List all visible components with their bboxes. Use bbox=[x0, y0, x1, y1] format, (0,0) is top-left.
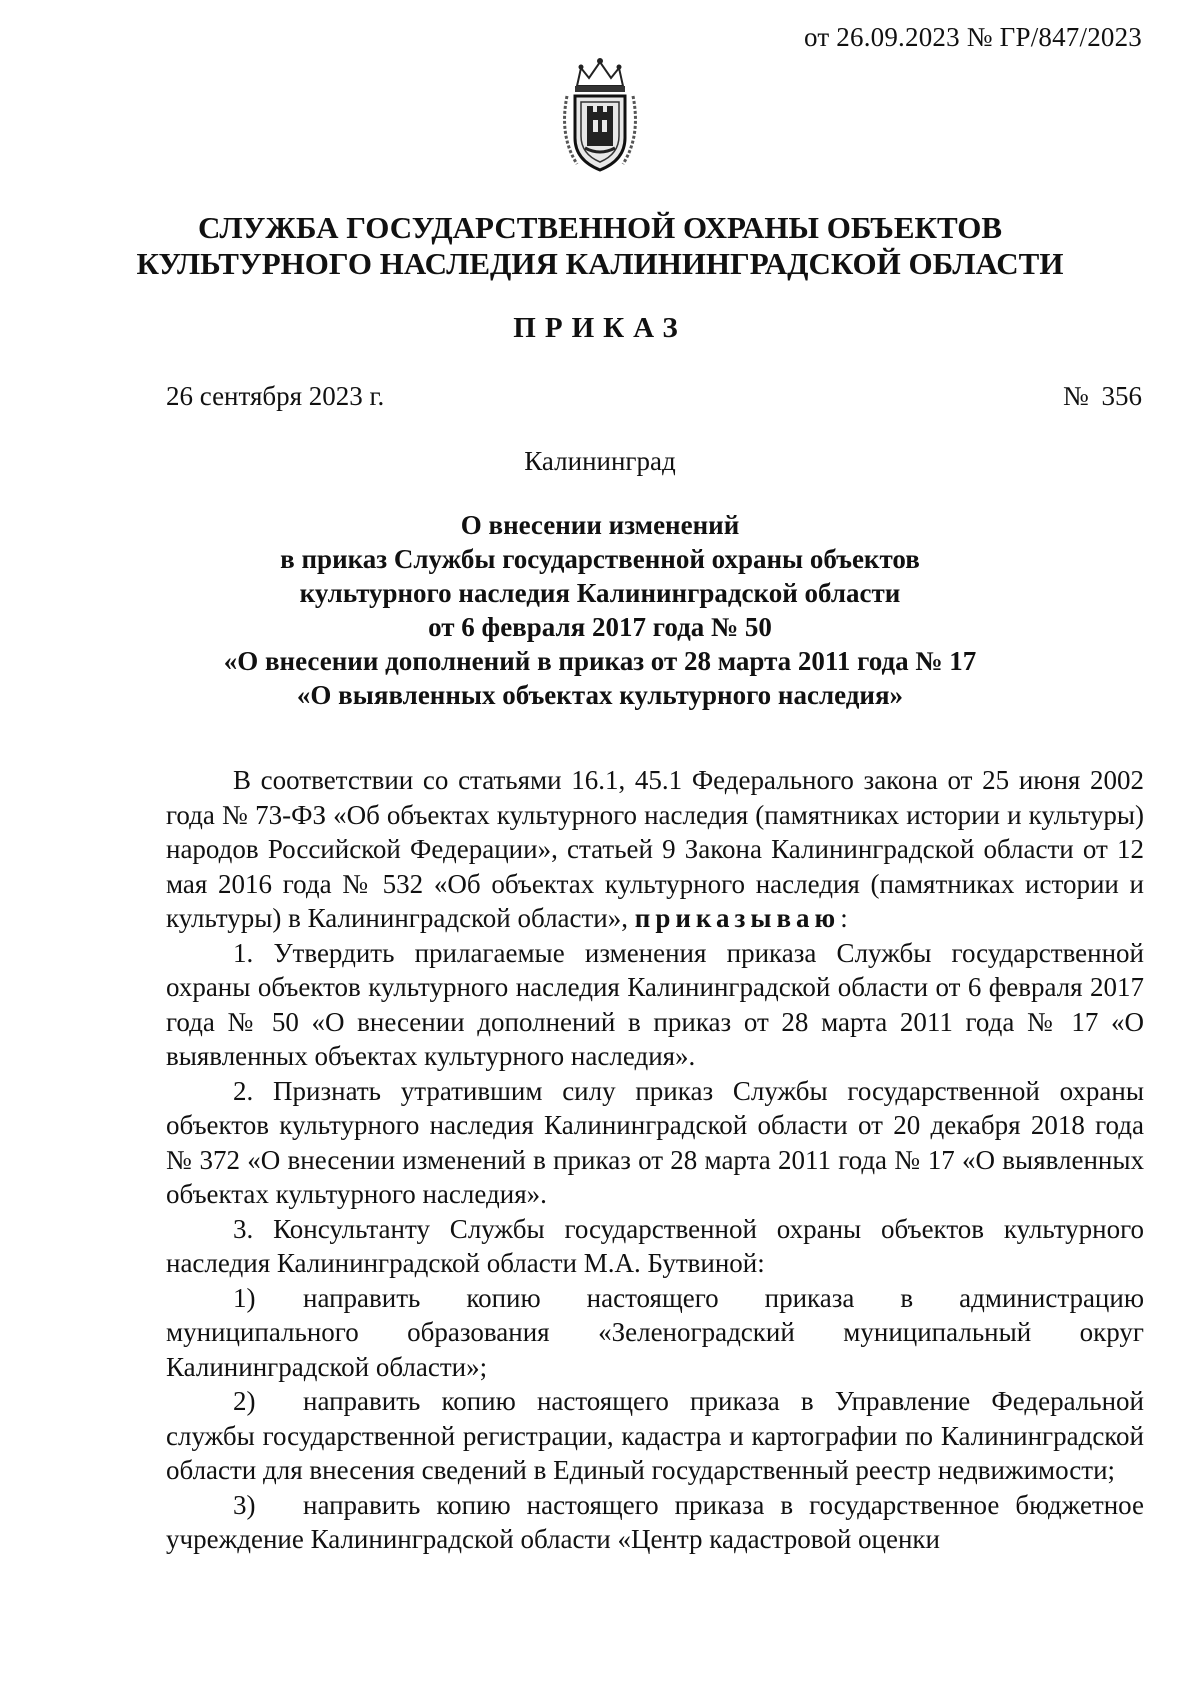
subject-line-4: от 6 февраля 2017 года № 50 bbox=[428, 612, 772, 642]
subject-line-3: культурного наследия Калининградской области bbox=[299, 578, 901, 608]
subitem-1 bbox=[166, 1281, 1144, 1385]
subitem-2 bbox=[166, 1384, 1144, 1488]
subitem-1-number: 1) bbox=[233, 1282, 256, 1313]
item-2: 2. Признать утратившим силу приказ Службы государственной охраны объектов культурного наследия Калининградской области от 20 декабря 2018 года № 372 «О внесении изменений в приказ от 28 марта 2011 года № 17 «О выявленных объектах культурного наследия». bbox=[166, 1075, 1144, 1209]
agency-name-line-1: СЛУЖБА ГОСУДАРСТВЕННОЙ ОХРАНЫ ОБЪЕКТОВ bbox=[197, 210, 1003, 245]
issue-city: Калининград bbox=[524, 446, 676, 476]
subitem-3-text: направить копию настоящего приказа в государственное бюджетное учреждение Калининградской области «Центр кадастровой оценки bbox=[166, 1489, 1144, 1554]
item-3: 3. Консультанту Службы государственной охраны объектов культурного наследия Калининградской области М.А. Бутвиной: bbox=[166, 1213, 1144, 1278]
subitem-2-number: 2) bbox=[233, 1386, 256, 1416]
subject-line-5: «О внесении дополнений в приказ от 28 марта 2011 года № 17 bbox=[223, 646, 977, 676]
subject-line-1: О внесении изменений bbox=[460, 510, 740, 540]
document-type-heading: ПРИКАЗ bbox=[513, 312, 687, 344]
item-1: 1. Утвердить прилагаемые изменения приказа Службы государственной охраны объектов культурного наследия Калининградской области от 6 февраля 2017 года № 50 «О внесении дополнений в приказ от 28 марта 2011 года № 17 «О выявленных объектах культурного наследия». bbox=[166, 937, 1144, 1071]
agency-name bbox=[0, 210, 1200, 282]
registration-number: от 26.09.2023 № ГР/847/2023 bbox=[804, 22, 1142, 52]
agency-name-line-2: КУЛЬТУРНОГО НАСЛЕДИЯ КАЛИНИНГРАДСКОЙ ОБЛАСТИ bbox=[136, 246, 1064, 281]
coat-of-arms-icon bbox=[555, 56, 645, 176]
preamble-text: В соответствии со статьями 16.1, 45.1 Федерального закона от 25 июня 2002 года № 73-ФЗ «Об объектах культурного наследия (памятниках истории и культуры) народов Российской Федерации», статьей 9 Закона Калининградской области от 12 мая 2016 года № 532 «Об объектах культурного наследия (памятниках истории и культуры) в Калининградской области», bbox=[166, 765, 1144, 933]
subitem-1-text: направить копию настоящего приказа в администрацию муниципального образования «Зеленоградский муниципальный округ Калининградской области»; bbox=[166, 1282, 1144, 1382]
order-body bbox=[166, 763, 1144, 1557]
order-subject bbox=[0, 508, 1200, 712]
subitem-2-text: направить копию настоящего приказа в Управление Федеральной службы государственной регистрации, кадастра и картографии по Калининградской области для внесения сведений в Единый государственный реестр недвижимости; bbox=[166, 1386, 1144, 1485]
subitem-3-number: 3) bbox=[233, 1489, 256, 1520]
subitem-3 bbox=[166, 1488, 1144, 1557]
preamble-paragraph bbox=[166, 763, 1144, 936]
order-verb-colon: : bbox=[840, 903, 848, 933]
order-number: № 356 bbox=[1062, 381, 1142, 411]
subject-line-2: в приказ Службы государственной охраны объектов bbox=[280, 544, 920, 574]
order-verb: приказываю bbox=[634, 903, 841, 933]
order-date: 26 сентября 2023 г. bbox=[166, 381, 385, 411]
subject-line-6: «О выявленных объектах культурного наследия» bbox=[296, 680, 904, 710]
